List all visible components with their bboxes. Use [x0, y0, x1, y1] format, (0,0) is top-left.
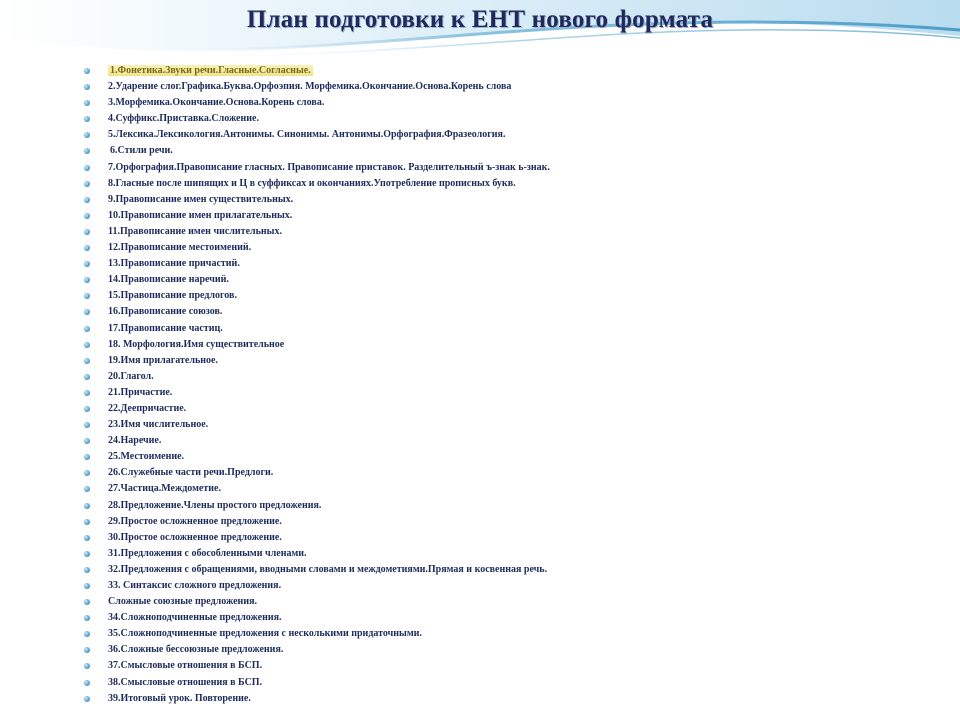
- bullet-icon: [84, 197, 90, 203]
- list-item-text: 37.Смысловые отношения в БСП.: [108, 660, 263, 672]
- list-item: [84, 691, 944, 707]
- list-item: [84, 433, 944, 449]
- list-item-text: 11.Правописание имен числительных.: [108, 225, 282, 237]
- list-item-text: 38.Смысловые отношения в БСП.: [108, 676, 263, 688]
- list-item-text: 4.Суффикс.Приставка.Сложение.: [108, 113, 259, 125]
- list-item-text: 14.Правописание наречий.: [108, 274, 229, 286]
- list-item: [84, 610, 944, 626]
- list-item: [84, 449, 944, 465]
- bullet-icon: [84, 663, 90, 669]
- bullet-icon: [84, 229, 90, 235]
- list-item-text: 9.Правописание имен существительных.: [108, 193, 294, 205]
- bullet-icon: [84, 165, 90, 171]
- list-item: [84, 401, 944, 417]
- bullet-icon: [84, 326, 90, 332]
- bullet-icon: [84, 696, 90, 702]
- bullet-icon: [84, 438, 90, 444]
- bullet-icon: [84, 470, 90, 476]
- list-item-text: 12.Правописание местоимений.: [108, 242, 252, 254]
- list-item: [84, 208, 944, 224]
- list-item: [84, 192, 944, 208]
- bullet-icon: [84, 100, 90, 106]
- list-item-text: 18. Морфология.Имя существительное: [108, 338, 285, 350]
- list-item-text: 27.Частица.Междометие.: [108, 483, 221, 495]
- list-item-text: 24.Наречие.: [108, 435, 162, 447]
- list-item-text: 39.Итоговый урок. Повторение.: [108, 692, 251, 704]
- bullet-icon: [84, 84, 90, 90]
- list-item-text: 5.Лексика.Лексикология.Антонимы. Синонимы. Антонимы.Орфография.Фразеология.: [108, 129, 506, 141]
- bullet-icon: [84, 68, 90, 74]
- list-item: [84, 594, 944, 610]
- list-item-text: Сложные союзные предложения.: [108, 596, 257, 608]
- list-item: [84, 385, 944, 401]
- list-item-text: 23.Имя числительное.: [108, 419, 209, 431]
- list-item-text: 3.Морфемика.Окончание.Основа.Корень слова.: [108, 97, 325, 109]
- list-item: [84, 562, 944, 578]
- list-item: [84, 514, 944, 530]
- list-item-text: 33. Синтаксис сложного предложения.: [108, 580, 282, 591]
- list-item: [84, 642, 944, 658]
- list-item: [84, 240, 944, 256]
- list-item: [84, 127, 944, 143]
- list-item-text: 1.Фонетика.Звуки речи.Гласные.Согласные.: [110, 65, 311, 76]
- bullet-icon: [84, 551, 90, 557]
- bullet-icon: [84, 374, 90, 380]
- list-item-text: 26.Служебные части речи.Предлоги.: [108, 467, 274, 479]
- list-item: [84, 481, 944, 497]
- bullet-icon: [84, 647, 90, 653]
- bullet-icon: [84, 181, 90, 187]
- list-item: [84, 498, 944, 514]
- list-item: [84, 95, 944, 111]
- list-item-text: 6.Стили речи.: [110, 145, 173, 157]
- list-item-text: 10.Правописание имен прилагательных.: [108, 209, 293, 221]
- list-item: [84, 675, 944, 691]
- bullet-icon: [84, 132, 90, 138]
- list-item-text: 13.Правописание причастий.: [108, 258, 240, 270]
- bullet-icon: [84, 277, 90, 283]
- list-item: [84, 578, 944, 594]
- list-item-text: 28.Предложение.Члены простого предложения.: [108, 499, 322, 511]
- list-item: [84, 353, 944, 369]
- list-item: [84, 63, 944, 79]
- bullet-icon: [84, 631, 90, 637]
- bullet-icon: [84, 567, 90, 573]
- list-item: [84, 321, 944, 337]
- list-item-text: 8.Гласные после шипящих и Ц в суффиксах и окончаниях.Употребление прописных букв.: [108, 177, 516, 189]
- list-item-text: 35.Сложноподчиненные предложения с несколькими придаточными.: [108, 628, 422, 640]
- bullet-icon: [84, 309, 90, 315]
- bullet-icon: [84, 519, 90, 525]
- list-item: [84, 337, 944, 353]
- bullet-icon: [84, 358, 90, 364]
- bullet-icon: [84, 293, 90, 299]
- list-item-text: 25.Местоимение.: [108, 451, 185, 463]
- list-item-text: 34.Сложноподчиненные предложения.: [108, 612, 282, 624]
- list-item: [84, 256, 944, 272]
- list-item: [84, 658, 944, 674]
- list-item: [84, 272, 944, 288]
- list-item-text: 21.Причастие.: [108, 386, 173, 398]
- list-item: [84, 626, 944, 642]
- list-item: [84, 417, 944, 433]
- list-item-text: 15.Правописание предлогов.: [108, 290, 237, 302]
- bullet-icon: [84, 390, 90, 396]
- list-item-text: 30.Простое осложненное предложение.: [108, 531, 282, 543]
- list-item-text: 29.Простое осложненное предложение.: [108, 515, 282, 527]
- list-item: [84, 224, 944, 240]
- list-item: [84, 369, 944, 385]
- bullet-icon: [84, 213, 90, 219]
- bullet-icon: [84, 245, 90, 251]
- list-item: [84, 160, 944, 176]
- list-item: [84, 79, 944, 95]
- bullet-icon: [84, 261, 90, 267]
- bullet-icon: [84, 406, 90, 412]
- bullet-icon: [84, 503, 90, 509]
- list-item: [84, 111, 944, 127]
- list-item: [84, 288, 944, 304]
- list-item: [84, 143, 944, 159]
- list-item-text: 22.Деепричастие.: [108, 402, 187, 414]
- list-item: [84, 176, 944, 192]
- bullet-icon: [84, 116, 90, 122]
- bullet-icon: [84, 422, 90, 428]
- list-item-text: 19.Имя прилагательное.: [108, 354, 218, 366]
- bullet-icon: [84, 680, 90, 686]
- list-item: [84, 546, 944, 562]
- bullet-icon: [84, 454, 90, 460]
- list-item-text: 32.Предложения с обращениями, вводными словами и междометиями.Прямая и косвенная речь.: [108, 563, 548, 575]
- bullet-icon: [84, 615, 90, 621]
- bullet-icon: [84, 599, 90, 605]
- list-item: [84, 465, 944, 481]
- list-item-text: 17.Правописание частиц.: [108, 322, 223, 334]
- list-item-text: 7.Орфография.Правописание гласных. Правописание приставок. Разделительный ъ-знак ь-знак.: [108, 161, 550, 173]
- list-item-text: 36.Сложные бессоюзные предложения.: [108, 644, 284, 656]
- bullet-icon: [84, 342, 90, 348]
- bullet-icon: [84, 535, 90, 541]
- list-item-text: 31.Предложения с обособленными членами.: [108, 547, 307, 559]
- bullet-icon: [84, 583, 90, 589]
- list-item-text: 2.Ударение слог.Графика.Буква.Орфоэпия. Морфемика.Окончание.Основа.Корень слова: [108, 81, 512, 93]
- plan-list: [84, 63, 944, 707]
- list-item: [84, 304, 944, 320]
- bullet-icon: [84, 486, 90, 492]
- bullet-icon: [84, 148, 90, 154]
- page-title: План подготовки к ЕНТ нового формата: [246, 6, 714, 33]
- list-item-text: 20.Глагол.: [108, 370, 154, 382]
- list-item: [84, 530, 944, 546]
- list-item-text: 16.Правописание союзов.: [108, 306, 223, 318]
